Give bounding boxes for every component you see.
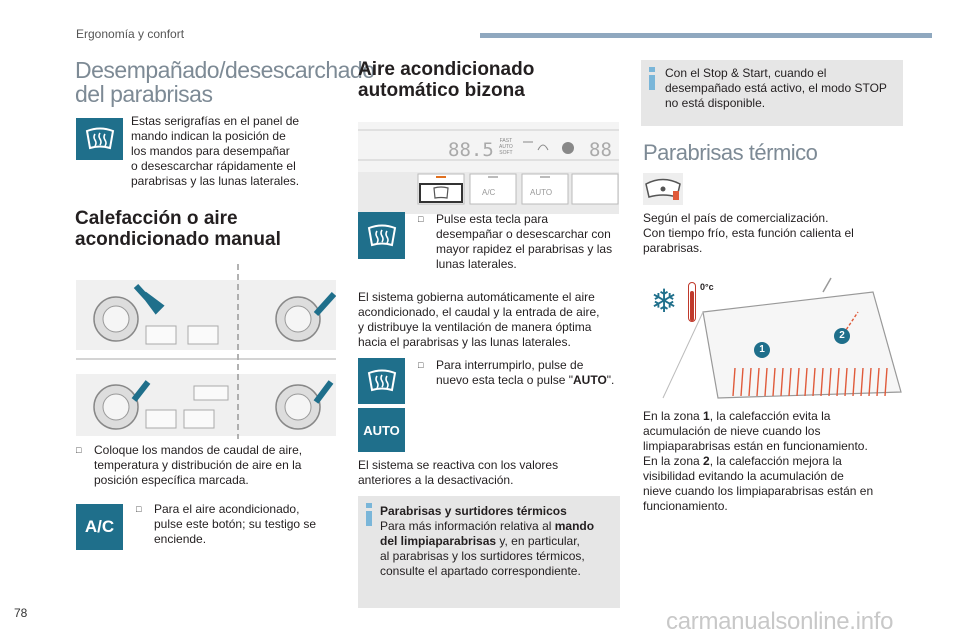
windshield-defrost-icon xyxy=(358,358,405,404)
panel-ac-button: A/C xyxy=(482,188,496,197)
intro-text: Estas serigrafías en el panel de mando indican la posición de los mandos para desempañar o desescarchar rápidamente el parabrisas y las lunas laterales. xyxy=(131,114,300,188)
snowflake-icon: ❄ xyxy=(650,283,678,319)
bullet-ac-button: □ Para el aire acondicionado, pulse este botón; su testigo se enciende. xyxy=(136,502,317,546)
section-title-desempanado: Desempañado/desescarchado del parabrisas xyxy=(75,57,375,107)
windshield-defrost-icon xyxy=(76,118,123,160)
steering-heat-icon xyxy=(643,173,683,205)
bullet-interrupt: □ Para interrumpirlo, pulse de nuevo esta tecla o pulse "AUTO". xyxy=(418,358,615,387)
info-box-stop-start xyxy=(641,60,903,126)
ac-icon: A/C xyxy=(76,504,123,550)
temperature-label: 0°c xyxy=(700,282,714,292)
stop-start-text: Con el Stop & Start, cuando el desempañado está activo, el modo STOP no está disponible. xyxy=(665,66,887,110)
info-icon xyxy=(366,511,372,526)
info-box-windshield xyxy=(358,496,620,608)
manual-panel-illustration xyxy=(76,264,336,439)
zone-2-marker: 2 xyxy=(834,328,850,344)
bullet-marker-icon: □ xyxy=(418,214,424,224)
header-rule xyxy=(480,33,932,38)
bullet-marker-icon: □ xyxy=(418,360,424,370)
heated-windshield-intro: Según el país de comercialización. Con tiempo frío, esta función calienta el parabrisas. xyxy=(643,211,854,255)
display-temp-right: 88 xyxy=(589,139,612,161)
heading-heated-windshield: Parabrisas térmico xyxy=(643,140,818,165)
auto-system-text: El sistema gobierna automáticamente el aire acondicionado, el caudal y la entrada de aire, y distribuye la ventilación de manera óptima hacia el parabrisas y las lunas laterales. xyxy=(358,290,600,349)
display-mode-labels: FAST AUTO SOFT xyxy=(499,138,513,156)
reactivation-text: El sistema se reactiva con los valores anteriores a la desactivación. xyxy=(358,458,559,487)
zones-text: En la zona 1, la calefacción evita la acumulación de nieve cuando los limpiaparabrisas están en funcionamiento. En la zona 2, la calefacción mejora la visibilidad evitando la acumulación de nieve cuando los limpiaparabrisas están en funcionamiento. xyxy=(643,409,874,513)
info-box-text: Parabrisas y surtidores térmicos Para más información relativa al mando del limpiaparabrisas y, en particular, al parabrisas y los surtidores térmicos, consulte el apartado correspondiente. xyxy=(380,504,595,578)
page-number: 78 xyxy=(14,606,28,620)
thermometer-icon xyxy=(688,282,696,322)
heading-automatic: Aire acondicionado automático bizona xyxy=(358,59,535,101)
panel-auto-button: AUTO xyxy=(530,188,553,197)
bullet-marker-icon: □ xyxy=(136,504,142,514)
display-temp-left: 88.5 xyxy=(448,139,494,161)
auto-icon: AUTO xyxy=(358,408,405,452)
info-icon xyxy=(649,75,655,90)
watermark: carmanualsonline.info xyxy=(666,608,894,635)
zone-1-marker: 1 xyxy=(754,342,770,358)
bullet-defrost-key: □ Pulse esta tecla para desempañar o desescarchar con mayor rapidez el parabrisas y las lunas laterales. xyxy=(418,212,613,271)
bullet-manual-controls: □ Coloque los mandos de caudal de aire, temperatura y distribución de aire en la posición específica marcada. xyxy=(76,443,303,487)
bullet-marker-icon: □ xyxy=(76,445,82,455)
windshield-defrost-icon xyxy=(358,212,405,259)
running-header: Ergonomía y confort xyxy=(76,27,185,41)
heated-windshield-illustration xyxy=(643,272,903,402)
auto-panel-illustration xyxy=(358,122,619,214)
heading-manual: Calefacción o aire acondicionado manual xyxy=(75,208,281,250)
